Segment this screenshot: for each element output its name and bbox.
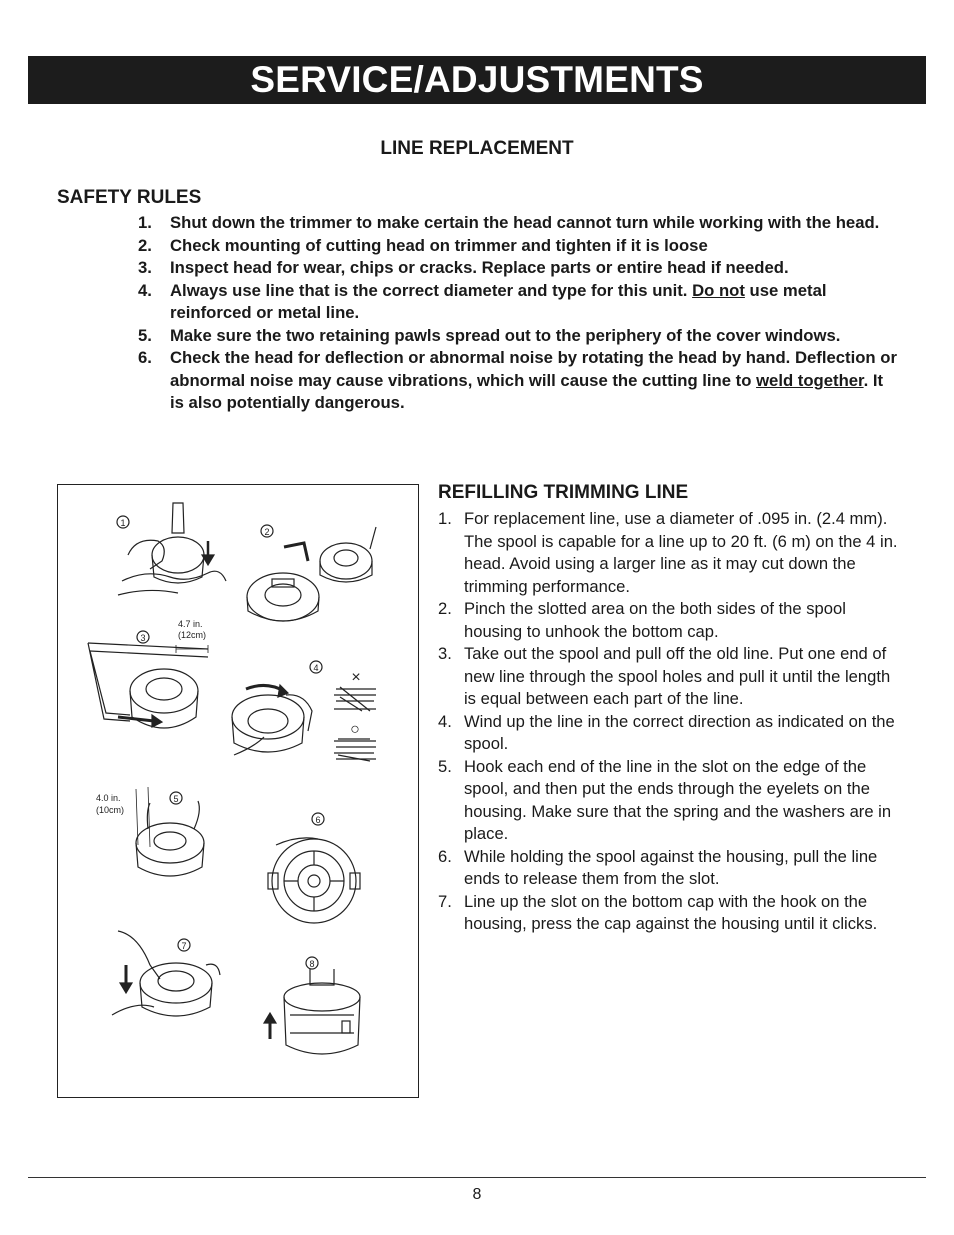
list-number: 4. [138,280,152,300]
list-number: 2. [138,235,152,255]
list-text: Always use line that is the correct diameter and type for this unit. [170,280,693,300]
list-number: 5. [438,756,452,776]
step-number: 8 [309,959,315,969]
list-item [138,212,898,235]
refilling-steps-list [438,508,900,936]
list-item [138,235,898,258]
list-item [138,280,898,325]
page-number: 8 [472,1186,482,1203]
list-item [138,347,898,415]
list-text: Take out the spool and pull off the old line. Put one end of new line through the spool holes and pull it until the length is equal between each part of the line. [464,644,891,708]
dimension-label: 4.7 in. [178,619,203,629]
list-item [138,325,898,348]
list-text: Check mounting of cutting head on trimmer and tighten if it is loose [170,235,708,255]
list-text: While holding the spool against the housing, pull the line ends to release them from the slot. [464,846,878,888]
list-text: Make sure the two retaining pawls spread out to the periphery of the cover windows. [170,325,841,345]
safety-rules-list [138,212,898,415]
dimension-label: (12cm) [178,630,207,640]
step-5-illustration [96,787,204,876]
list-text: use metal reinforced or metal line. [170,280,827,322]
page-title: SERVICE/ADJUSTMENTS [250,59,704,100]
step-7-illustration [112,931,220,1016]
list-text: Hook each end of the line in the slot on the edge of the spool, and then put the ends through the eyelets on the housing. Make sure that the spring and the washers are in place. [464,756,892,843]
list-item [438,643,900,711]
step-2-illustration [247,525,376,621]
list-item [438,756,900,846]
step-4-illustration [232,661,376,761]
list-text: . It is also potentially dangerous. [170,370,884,412]
list-item [438,711,900,756]
step-3-illustration [88,619,208,728]
list-number: 5. [138,325,152,345]
line-replacement-illustration [57,484,419,1098]
list-text: Wind up the line in the correct direction as indicated on the spool. [464,711,895,753]
list-number: 1. [138,213,152,232]
list-number: 1. [438,509,452,528]
page-header-banner [28,56,926,104]
step-number: 6 [315,815,321,825]
list-item [438,598,900,643]
step-number: 1 [120,518,126,528]
step-8-illustration [264,957,360,1054]
underlined-text: Do not [692,280,745,300]
step-1-illustration [117,503,226,595]
list-number: 2. [438,599,452,618]
wrong-mark: × [351,669,361,686]
safety-rules-heading: SAFETY RULES [57,187,202,208]
footer-divider [28,1177,926,1178]
list-text: Line up the slot on the bottom cap with the hook on the housing, press the cap against the housing until it clicks. [464,891,878,933]
underlined-text: weld together [756,370,864,390]
list-number: 6. [138,348,152,367]
dimension-label: (10cm) [96,805,125,815]
list-item [438,846,900,891]
dimension-label: 4.0 in. [96,793,121,803]
list-number: 7. [438,891,452,911]
list-number: 4. [438,711,452,731]
list-text: Inspect head for wear, chips or cracks. Replace parts or entire head if needed. [170,258,789,277]
step-number: 4 [313,663,319,673]
list-item [438,891,900,936]
refilling-heading: REFILLING TRIMMING LINE [438,482,689,503]
step-number: 5 [173,794,179,804]
step-number: 3 [140,633,146,643]
list-text: For replacement line, use a diameter of .095 in. (2.4 mm). The spool is capable for a line up to 20 ft. (6 m) on the 4 in. head. Avoid using a larger line as it may cut down the trimming performance. [464,509,898,596]
step-6-illustration [268,813,360,923]
list-number: 6. [438,846,452,866]
section-title: LINE REPLACEMENT [380,138,574,159]
list-text: Check the head for deflection or abnormal noise by rotating the head by hand. Deflection or abnormal noise may cause vibrations, which will cause the cutting line to [170,348,897,390]
step-number: 2 [264,527,270,537]
list-item [438,508,900,598]
list-number: 3. [138,258,152,277]
list-text: Pinch the slotted area on the both sides of the spool housing to unhook the bottom cap. [464,599,846,641]
list-item [138,257,898,280]
right-mark: ○ [350,721,360,738]
step-number: 7 [181,941,187,951]
list-number: 3. [438,644,452,663]
list-text: Shut down the trimmer to make certain the head cannot turn while working with the head. [170,213,880,232]
